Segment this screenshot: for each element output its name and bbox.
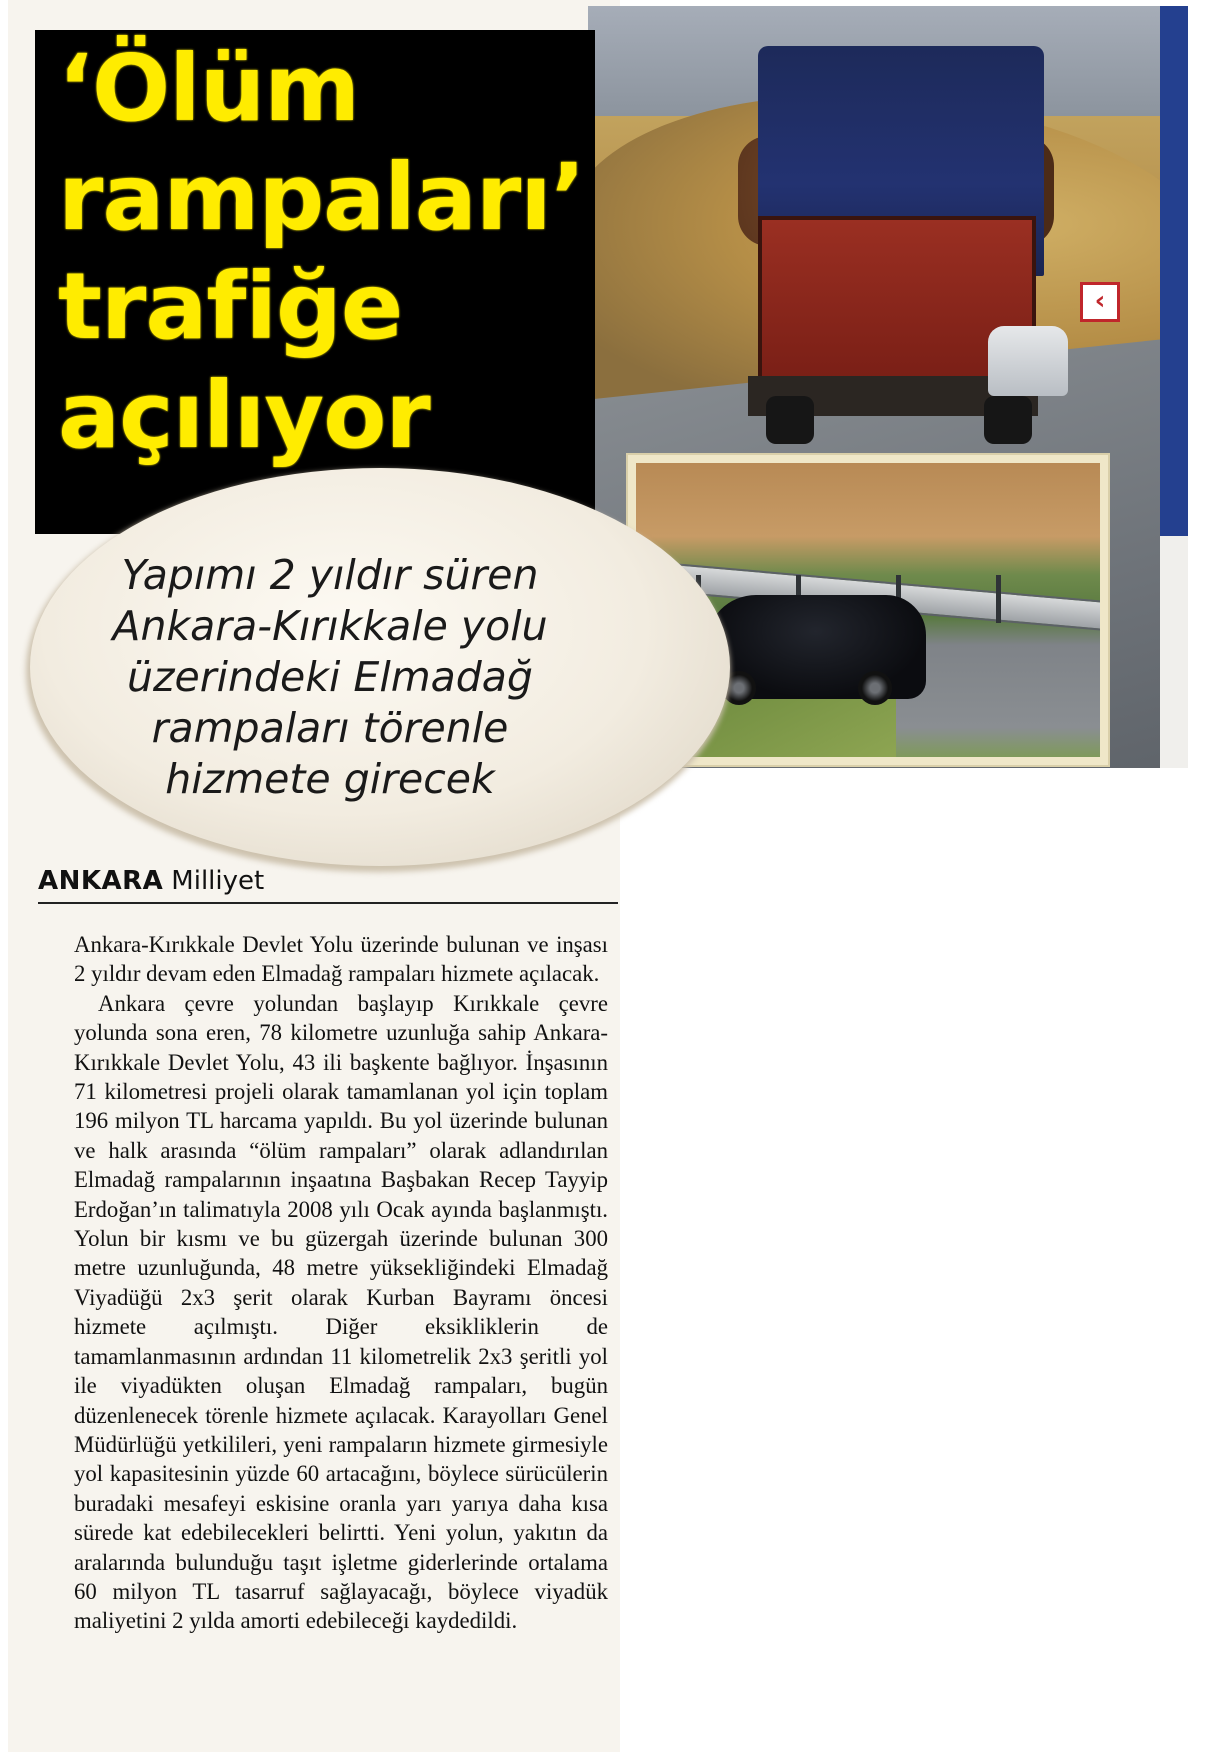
- body-paragraph: Ankara çevre yolundan başlayıp Kırıkkale çevre yolunda sona eren, 78 kilometre uzunluğa sahip Ankara-Kırıkkale Devlet Yolu, 43 ili başkente bağlıyor. İnşasının 71 kilometresi projeli olarak tamamlanan yol için toplam 196 milyon TL harcama yapıldı. Bu yol üzerinde bulunan ve halk arasında “ölüm rampaları” olarak adlandırılan Elmadağ rampalarının inşaatına Başbakan Recep Tayyip Erdoğan’ın talimatıyla 2008 yılı Ocak ayında başlanmıştı. Yolun bir kısmı ve bu güzergah üzerinde bulunan 300 metre uzunluğunda, 48 metre yüksekliğindeki Elmadağ Viyadüğü 2x3 şerit olarak Kurban Bayramı öncesi hizmete açılmıştı. Diğer eksikliklerin de tamamlanmasının ardından 11 kilometrelik 2x3 şeritli yol ile viyadükten oluşan Elmadağ rampaları, bugün düzenlenecek törenle hizmete açılacak. Karayolları Genel Müdürlüğü yetkilileri, yeni rampaların hizmete girmesiyle yol kapasitesinin yüzde 60 artacağını, böylece sürücülerin buradaki mesafeyi eskisine oranla yarı yarıya daha kısa sürede kat edebilecekleri belirtti. Yeni yolun, yakıtın da aralarında bulunduğu taşıt işletme giderlerinde ortalama 60 milyon TL tasarruf sağlayacağı, böylece viyadük maliyetini 2 yılda amorti edebileceği kaydedildi.: [74, 990, 608, 1634]
- body-paragraph: Ankara-Kırıkkale Devlet Yolu üzerinde bulunan ve inşası 2 yıldır devam eden Elmadağ rampaları hizmete açılacak.: [74, 932, 608, 987]
- article-body: [74, 930, 608, 1636]
- headline: ‘Ölüm rampaları’ trafiğe açılıyor: [58, 35, 585, 469]
- white-car: [988, 326, 1068, 396]
- deck: Yapımı 2 yıldır süren Ankara-Kırıkkale yolu üzerindeki Elmadağ rampaları törenle hizmete girecek: [112, 551, 548, 803]
- byline-location: ANKARA: [38, 866, 164, 896]
- byline-source: Milliyet: [171, 866, 265, 896]
- byline: [38, 866, 618, 904]
- curve-warning-sign-icon: ‹: [1080, 282, 1120, 322]
